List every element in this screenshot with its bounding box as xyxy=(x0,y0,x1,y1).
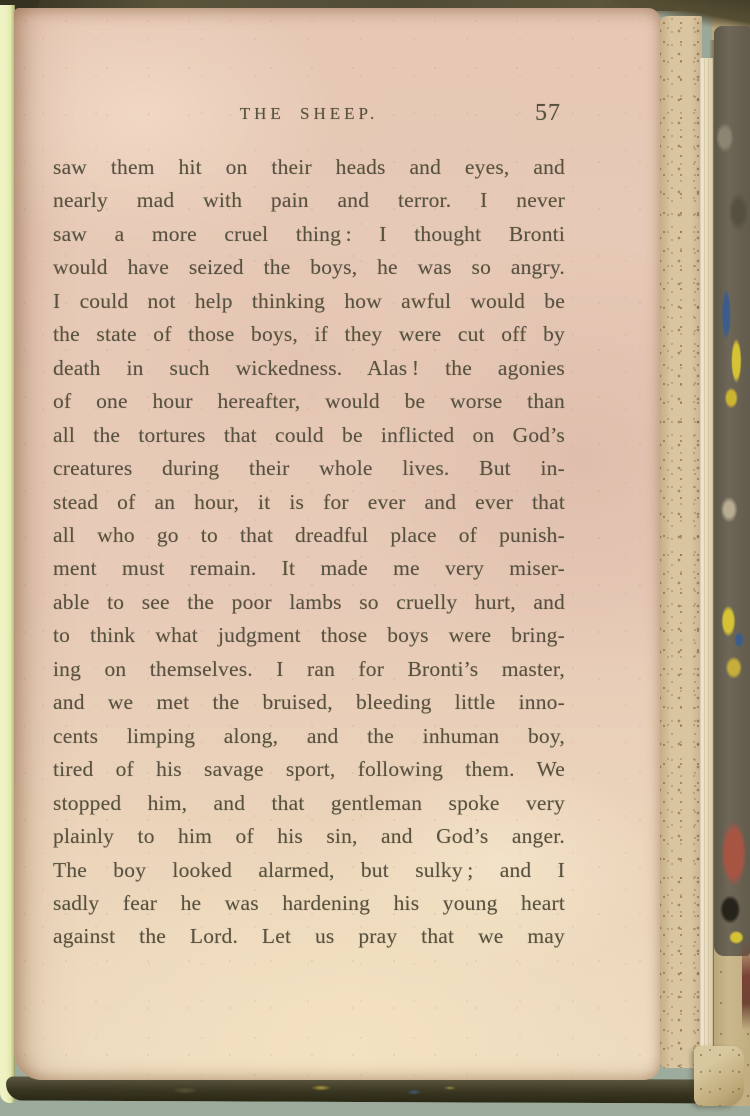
text-line: creatures during their whole lives. But in- xyxy=(53,456,565,481)
text-line: I could not help thinking how awful would be xyxy=(53,288,565,313)
text-line: of one hour hereafter, would be worse than xyxy=(53,389,565,414)
text-line: against the Lord. Let us pray that we may xyxy=(53,924,565,949)
running-title: THE SHEEP. xyxy=(239,104,379,123)
text-line: ment must remain. It made me very miser- xyxy=(53,556,565,581)
page-stack-edges xyxy=(658,16,702,1068)
text-line: ing on themselves. I ran for Bronti’s master, xyxy=(53,656,565,681)
text-line: able to see the poor lambs so cruelly hurt, and xyxy=(53,589,565,614)
text-line: tired of his savage sport, following them. We xyxy=(53,757,565,782)
text-line: would have seized the boys, he was so angry. xyxy=(53,255,565,280)
text-line: saw them hit on their heads and eyes, and xyxy=(53,155,565,179)
text-line: to think what judgment those boys were bring- xyxy=(53,623,565,648)
page-number: 57 xyxy=(535,100,561,126)
facing-page-edge xyxy=(0,5,15,1103)
body-text xyxy=(53,151,565,954)
text-line: stopped him, and that gentleman spoke very xyxy=(53,790,565,815)
bottom-cover-edge xyxy=(6,1076,722,1103)
text-line: the state of those boys, if they were cut off by xyxy=(53,322,565,347)
page-header xyxy=(53,100,565,132)
page-stack-highlight xyxy=(700,58,713,1058)
bottom-right-cover-corner xyxy=(694,1046,744,1106)
cover-red-fleck xyxy=(742,940,750,1030)
text-line: and we met the bruised, bleeding little inno- xyxy=(53,690,565,715)
text-line: all who go to that dreadful place of punish- xyxy=(53,522,565,547)
text-line: stead of an hour, it is for ever and ever that xyxy=(53,489,565,514)
marbled-paper-pattern xyxy=(714,26,750,956)
text-line: death in such wickedness. Alas ! the agonies xyxy=(53,355,565,380)
book-page xyxy=(14,8,660,1080)
text-line: sadly fear he was hardening his young heart xyxy=(53,890,565,915)
text-line: cents limping along, and the inhuman boy, xyxy=(53,723,565,748)
text-line: saw a more cruel thing : I thought Bronti xyxy=(53,221,565,246)
text-line: plainly to him of his sin, and God’s anger. xyxy=(53,824,565,849)
text-line: all the tortures that could be inflicted on God’s xyxy=(53,422,565,447)
text-line: nearly mad with pain and terror. I never xyxy=(53,188,565,213)
text-line: The boy looked alarmed, but sulky ; and I xyxy=(53,857,565,882)
